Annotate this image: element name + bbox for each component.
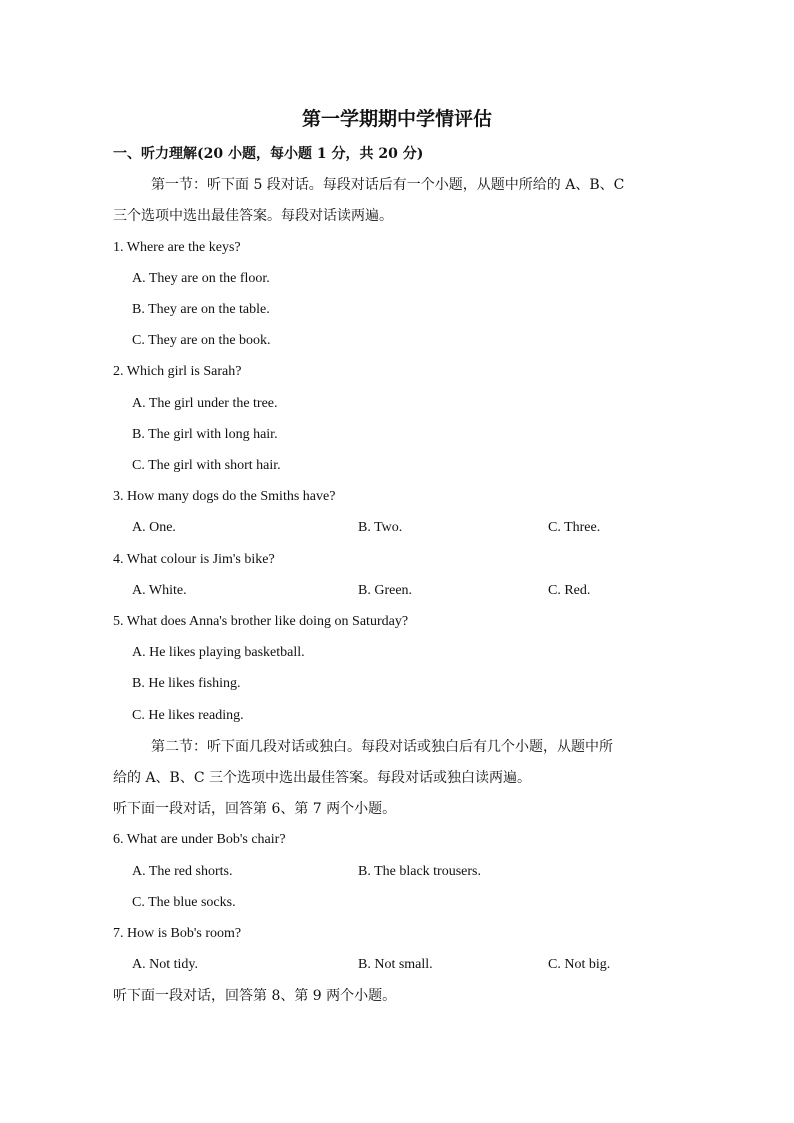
- question-6-option-b: B. The black trousers.: [358, 864, 481, 879]
- question-5-stem: 5. What does Anna's brother like doing on Saturday?: [113, 614, 409, 629]
- question-5-option-a: A. He likes playing basketball.: [132, 645, 305, 660]
- question-2-option-b: B. The girl with long hair.: [132, 427, 278, 442]
- question-5-option-c: C. He likes reading.: [132, 708, 244, 723]
- dialogue-instruction-6-7: 听下面一段对话，回答第 6、第 7 两个小题。: [113, 801, 397, 817]
- question-4-stem: 4. What colour is Jim's bike?: [113, 552, 275, 567]
- question-2-stem: 2. Which girl is Sarah?: [113, 364, 242, 379]
- question-7-stem: 7. How is Bob's room?: [113, 926, 242, 941]
- question-2-option-c: C. The girl with short hair.: [132, 458, 281, 473]
- question-6-stem: 6. What are under Bob's chair?: [113, 832, 286, 847]
- question-3-option-a: A. One.: [132, 520, 176, 535]
- question-1-option-a: A. They are on the floor.: [132, 271, 270, 286]
- question-3-option-b: B. Two.: [358, 520, 403, 535]
- question-7-option-b: B. Not small.: [358, 957, 433, 972]
- page-title: 第一学期期中学情评估: [301, 108, 492, 130]
- question-4-option-a: A. White.: [132, 583, 187, 598]
- question-1-stem: 1. Where are the keys?: [113, 240, 241, 255]
- question-7-option-c: C. Not big.: [548, 957, 611, 972]
- question-3-option-c: C. Three.: [548, 520, 601, 535]
- question-4-option-b: B. Green.: [358, 583, 413, 598]
- question-7-option-a: A. Not tidy.: [132, 957, 198, 972]
- section-heading-listening: 一、听力理解(20 小题，每小题 1 分，共 20 分): [113, 146, 424, 162]
- question-2-option-a: A. The girl under the tree.: [132, 396, 278, 411]
- question-3-stem: 3. How many dogs do the Smiths have?: [113, 489, 336, 504]
- question-5-option-b: B. He likes fishing.: [132, 676, 241, 691]
- question-1-option-c: C. They are on the book.: [132, 333, 271, 348]
- part1-instruction-line2: 三个选项中选出最佳答案。每段对话读两遍。: [113, 208, 393, 224]
- part2-instruction-line2: 给的 A、B、C 三个选项中选出最佳答案。每段对话或独白读两遍。: [113, 770, 532, 786]
- part1-instruction-line1: 第一节：听下面 5 段对话。每段对话后有一个小题，从题中所给的 A、B、C: [151, 177, 625, 193]
- dialogue-instruction-8-9: 听下面一段对话，回答第 8、第 9 两个小题。: [113, 988, 397, 1004]
- part2-instruction-line1: 第二节：听下面几段对话或独白。每段对话或独白后有几个小题，从题中所: [151, 739, 613, 755]
- question-4-option-c: C. Red.: [548, 583, 591, 598]
- question-1-option-b: B. They are on the table.: [132, 302, 270, 317]
- question-6-option-c: C. The blue socks.: [132, 895, 236, 910]
- question-6-option-a: A. The red shorts.: [132, 864, 233, 879]
